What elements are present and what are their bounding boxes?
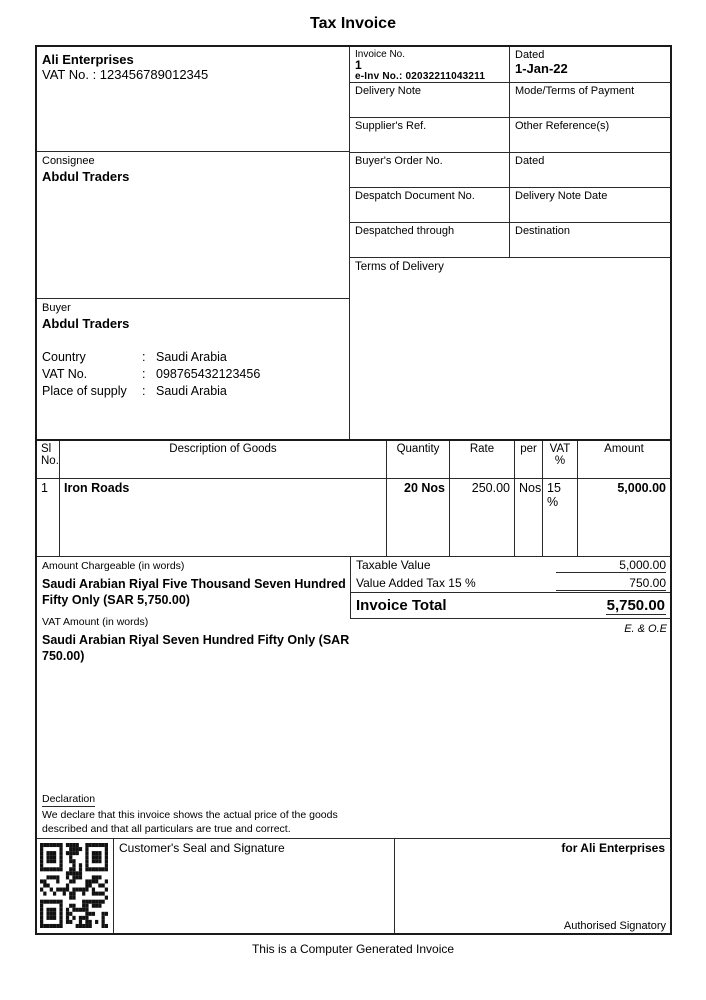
amounts-in-words <box>42 560 374 672</box>
vat-row <box>351 575 670 592</box>
meta-row-3 <box>350 153 670 188</box>
meta-row-5 <box>350 223 670 258</box>
invoice-total-amount: 5,750.00 <box>606 596 665 614</box>
buyer-country-row <box>42 349 344 366</box>
destination-label: Destination <box>515 225 571 237</box>
terms-of-delivery-cell: Terms of Delivery <box>355 261 444 273</box>
qr-code <box>40 843 108 928</box>
meta-row-2 <box>350 118 670 153</box>
vat-amount: 750.00 <box>556 576 666 591</box>
declaration-block <box>42 792 374 836</box>
declaration-text: We declare that this invoice shows the actual price of the goods described and that all particulars are true and correct. <box>42 809 338 835</box>
footer-note: This is a Computer Generated Invoice <box>251 942 455 956</box>
signature-row <box>37 838 670 933</box>
header-per: per <box>515 441 543 478</box>
taxable-value-row <box>351 557 670 575</box>
declaration-label: Declaration <box>42 793 96 805</box>
meta-row-1 <box>350 83 670 118</box>
items-table-header <box>37 441 670 479</box>
payment-terms-label: Mode/Terms of Payment <box>515 85 635 97</box>
despatched-through-label: Despatched through <box>350 223 510 257</box>
seller-name: Ali Enterprises <box>42 52 134 67</box>
consignee-block <box>37 152 349 299</box>
item-amount: 5,000.00 <box>617 481 666 495</box>
buyer-supply-label: Place of supply <box>42 384 127 398</box>
buyer-block <box>37 299 349 439</box>
qr-cell <box>37 839 114 933</box>
taxable-value-label: Taxable Value <box>356 558 431 572</box>
meta-row-invoice <box>350 47 670 83</box>
invoice-total-label: Invoice Total <box>356 597 447 614</box>
header-description: Description of Goods <box>60 441 387 478</box>
eoe-note: E. & O.E <box>624 623 667 635</box>
item-sl: 1 <box>37 479 60 556</box>
header-vat: VAT % <box>543 441 578 478</box>
authorised-signatory-text: Authorised Signatory <box>563 920 666 932</box>
delivery-note-label: Delivery Note <box>350 83 510 117</box>
meta-row-4 <box>350 188 670 223</box>
buyer-vat-value: 098765432123456 <box>156 367 261 381</box>
header-rate: Rate <box>450 441 515 478</box>
vat-words-text: Saudi Arabian Riyal Seven Hundred Fifty Only (SAR 750.00) <box>42 633 350 663</box>
invoice-frame <box>35 45 672 935</box>
header-amount: Amount <box>604 443 644 455</box>
buyer-name: Abdul Traders <box>42 316 130 331</box>
einv-no: e-Inv No.: 02032211043211 <box>355 71 486 82</box>
delivery-note-date-label: Delivery Note Date <box>515 190 608 202</box>
vat-words-label: VAT Amount (in words) <box>42 616 149 628</box>
company-signature-cell <box>395 839 670 933</box>
consignee-label: Consignee <box>42 155 95 167</box>
buyer-label: Buyer <box>42 302 71 314</box>
seller-block <box>37 47 349 152</box>
vat-label: Value Added Tax 15 % <box>356 576 476 590</box>
totals-panel <box>350 557 670 619</box>
buyer-vat-row <box>42 366 344 383</box>
buyer-supply-row <box>42 383 344 400</box>
buyer-vat-label: VAT No. <box>42 367 88 381</box>
lower-section <box>37 557 670 838</box>
for-company-text: for Ali Enterprises <box>561 841 665 855</box>
amount-words-text: Saudi Arabian Riyal Five Thousand Seven Hundred Fifty Only (SAR 5,750.00) <box>42 577 346 607</box>
colon: : <box>142 350 146 364</box>
items-table <box>37 439 670 557</box>
buyer-country-value: Saudi Arabia <box>156 350 227 364</box>
item-row <box>37 479 670 556</box>
dated-value: 1-Jan-22 <box>515 61 568 76</box>
item-quantity: 20 Nos <box>387 479 450 556</box>
buyers-order-label: Buyer's Order No. <box>350 153 510 187</box>
customer-seal-cell: Customer's Seal and Signature <box>114 839 395 933</box>
meta-grid <box>350 47 670 439</box>
item-per: Nos <box>515 479 543 556</box>
buyer-country-label: Country <box>42 350 86 364</box>
dated-cell <box>510 47 670 82</box>
suppliers-ref-label: Supplier's Ref. <box>350 118 510 152</box>
colon: : <box>142 367 146 381</box>
order-dated-label: Dated <box>515 155 545 167</box>
item-vat: 15 % <box>543 479 578 556</box>
colon: : <box>142 384 146 398</box>
invoice-header <box>37 47 670 439</box>
seller-vat: VAT No. : 123456789012345 <box>42 67 209 82</box>
despatch-doc-label: Despatch Document No. <box>350 188 510 222</box>
header-quantity: Quantity <box>387 441 450 478</box>
invoice-no-value: 1 <box>355 58 362 72</box>
taxable-value-amount: 5,000.00 <box>556 558 666 573</box>
item-description: Iron Roads <box>60 479 387 556</box>
parties-column <box>37 47 350 439</box>
buyer-supply-value: Saudi Arabia <box>156 384 227 398</box>
other-references-label: Other Reference(s) <box>515 120 610 132</box>
dated-label: Dated <box>515 49 545 61</box>
invoice-total-row <box>351 592 670 619</box>
invoice-no-label: Invoice No. <box>355 49 406 60</box>
header-sl: Sl No. <box>37 441 60 478</box>
item-rate: 250.00 <box>450 479 515 556</box>
amount-words-label: Amount Chargeable (in words) <box>42 560 185 572</box>
invoice-no-cell <box>350 47 510 82</box>
consignee-name: Abdul Traders <box>42 169 130 184</box>
page-title: Tax Invoice <box>310 15 396 32</box>
